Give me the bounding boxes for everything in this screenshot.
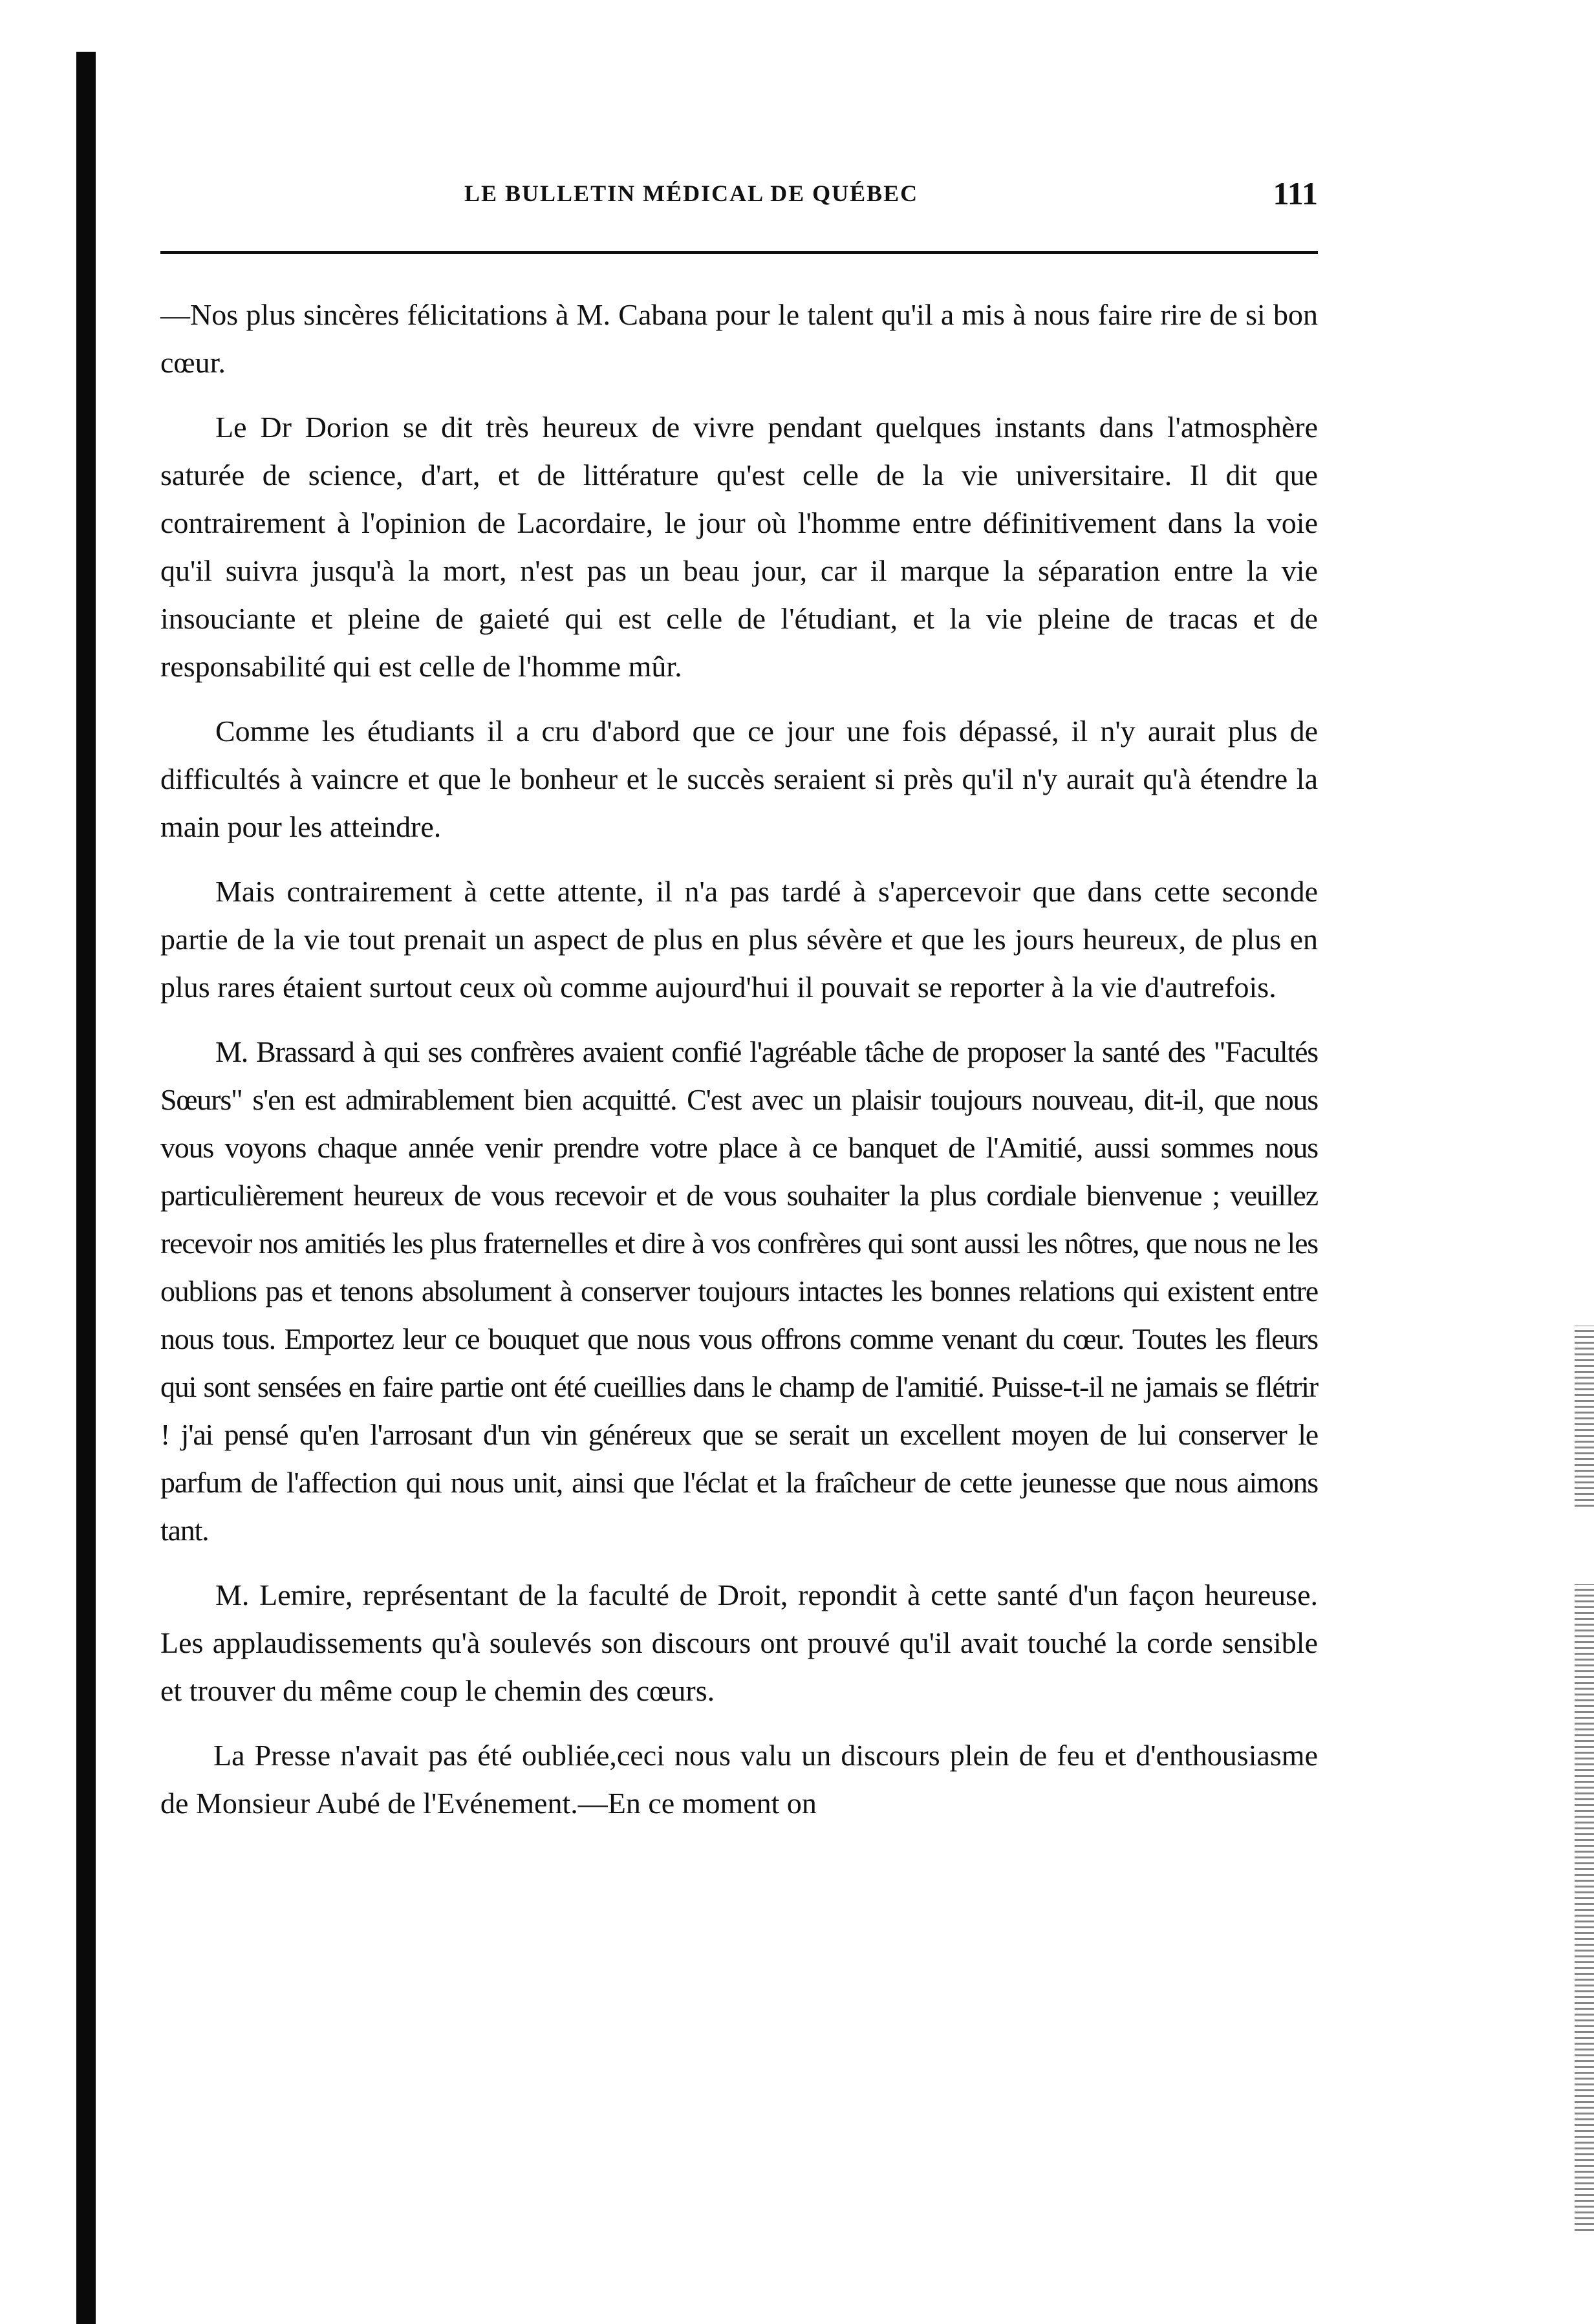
paragraph: Le Dr Dorion se dit très heureux de vivre pendant quelques instants dans l'atmosphère saturée de science, d'art, et de littérature qu'est celle de la vie universitaire. Il dit que contrairement à l'opinion de Lacordaire, le jour où l'homme entre définitivement dans la voie qu'il suivra jusqu'à la mort, n'est pas un beau jour, car il marque la séparation entre la vie insouciante et pleine de gaieté qui est celle de l'étudiant, et la vie pleine de tracas et de responsabilité qui est celle de l'homme mûr. <box>160 411 1318 683</box>
paragraph: Comme les étudiants il a cru d'abord que ce jour une fois dépassé, il n'y aurait plus de difficultés à vaincre et que le bonheur et le succès seraient si près qu'il n'y aurait qu'à étendre la main pour les atteindre. <box>160 715 1318 843</box>
running-title: LE BULLETIN MÉDICAL DE QUÉBEC <box>464 180 919 206</box>
paragraph: La Presse n'avait pas été oubliée,ceci nous valu un discours plein de feu et d'enthousiasme de Monsieur Aubé de l'Evénement.—En ce moment on <box>160 1739 1318 1820</box>
paragraph: —Nos plus sincères félicitations à M. Cabana pour le talent qu'il a mis à nous faire rire de si bon cœur. <box>160 298 1318 379</box>
scan-noise <box>1575 1326 1594 1507</box>
scan-noise <box>1575 1584 1594 2231</box>
page-header <box>160 175 1318 213</box>
page-number: 111 <box>1273 175 1318 211</box>
paragraph: M. Brassard à qui ses confrères avaient confié l'agréable tâche de proposer la santé des "Facultés Sœurs" s'en est admirablement bien acquitté. C'est avec un plaisir toujours nouveau, dit-il, que nous vous voyons chaque année venir prendre votre place à ce banquet de l'Amitié, aussi sommes nous particulièrement heureux de vous recevoir et de vous souhaiter la plus cordiale bienvenue ; veuillez recevoir nos amitiés les plus fraternelles et dire à vos confrères qui sont aussi les nôtres, que nous ne les oublions pas et tenons absolument à conserver toujours intactes les bonnes relations qui existent entre nous tous. Emportez leur ce bouquet que nous vous offrons comme venant du cœur. Toutes les fleurs qui sont sensées en faire partie ont été cueillies dans le champ de l'amitié. Puisse-t-il ne jamais se flétrir ! j'ai pensé qu'en l'arrosant d'un vin généreux que se serait un excellent moyen de lui conserver le parfum de l'affection qui nous unit, ainsi que l'éclat et la fraîcheur de cette jeunesse que nous aimons tant. <box>160 1035 1318 1547</box>
paragraph: M. Lemire, représentant de la faculté de Droit, repondit à cette santé d'un façon heureuse. Les applaudissements qu'à soulevés son discours ont prouvé qu'il avait touché la corde sensible et trouver du même coup le chemin des cœurs. <box>160 1578 1318 1707</box>
page-binding-edge <box>76 52 96 2324</box>
body-text <box>160 291 1318 1844</box>
header-rule <box>160 251 1318 254</box>
paragraph: Mais contrairement à cette attente, il n'a pas tardé à s'apercevoir que dans cette seconde partie de la vie tout prenait un aspect de plus en plus sévère et que les jours heureux, de plus en plus rares étaient surtout ceux où comme aujourd'hui il pouvait se reporter à la vie d'autrefois. <box>160 875 1318 1004</box>
